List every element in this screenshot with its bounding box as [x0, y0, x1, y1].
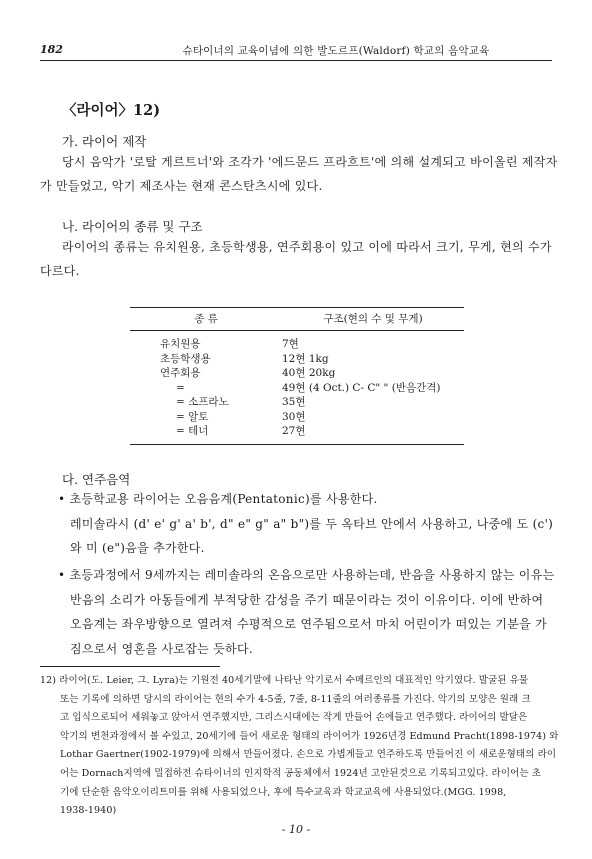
table-cell-structure: 12현 1kg — [282, 352, 329, 365]
bullet-text: 초등학교용 라이어는 오음음계(Pentatonic)를 사용한다. — [69, 492, 378, 506]
table-cell-type: = 테너 — [130, 424, 282, 444]
bullet-line: 레미솔라시 (d' e' g' a' b', d" e" g" a" b")를 두 옥타브 안에서 사용하고, 나중에 도 (c') — [70, 516, 554, 531]
table-cell-type: 유치원용 — [160, 338, 201, 350]
bullet-text: 초등과정에서 9세까지는 레미솔라의 온음으로만 사용하는데, 반음을 사용하지 않는 이유는 — [69, 568, 555, 582]
bullet-line: 와 미 (e")음을 추가한다. — [70, 541, 205, 555]
paragraph-line: 다르다. — [40, 264, 80, 278]
subsection-heading-b: 나. 라이어의 종류 및 구조 — [62, 219, 203, 234]
paragraph-a — [40, 150, 560, 198]
section-title: 〈라이어〉12) — [62, 102, 161, 119]
table-row — [130, 352, 464, 367]
bullet-line: 오음계는 좌우방향으로 열려져 수평적으로 연주됨으로서 마치 어린이가 떠있는 기분을 가 — [70, 617, 548, 631]
bullet-line: 반음의 소리가 아동들에게 부적당한 감성을 주기 때문이라는 것이 이유이다. 이에 반하여 — [70, 592, 544, 607]
table-cell-type: 초등학생용 — [160, 352, 211, 365]
bullet-marker: • — [58, 568, 66, 582]
table-cell-structure: 40현 20kg — [282, 367, 336, 379]
footnote-line: 어는 Dornach지역에 밀접하전 슈타이너의 인지학적 공동체에서 1924년 고안된것으로 기록되고있다. 라이어는 초 — [60, 767, 542, 779]
lyre-types-table — [130, 307, 464, 445]
subsection-heading-a: 가. 라이어 제작 — [62, 134, 147, 149]
bullet-item-2 — [58, 563, 568, 661]
table-row — [130, 381, 464, 396]
header-rule — [40, 60, 552, 61]
running-header — [40, 40, 552, 62]
running-title: 슈타이너의 교육이념에 의한 발도르프(Waldorf) 학교의 음악교육 — [182, 45, 490, 57]
bullet-marker: • — [58, 492, 66, 506]
bullet-line: 짐으로서 영혼을 사로잡는 듯하다. — [70, 641, 253, 656]
paragraph-line: 당시 음악가 '로탈 게르트너'와 조각가 '에드문드 프라흐트'에 의해 설계되고 바이올린 제작자 — [62, 155, 558, 169]
paragraph-line: 라이어의 종류는 유치원용, 초등학생용, 연주회용이 있고 이에 따라서 크기, 무게, 현의 수가 — [62, 240, 552, 254]
table-cell-structure: 30현 — [282, 410, 306, 423]
table-row — [130, 366, 464, 381]
table-cell-type: = 알토 — [176, 410, 209, 423]
subsection-heading-c: 다. 연주음역 — [62, 472, 131, 487]
footnote-line: 고 입식으로되어 세워놓고 앉아서 연주했지만, 그리스시대에는 작게 만들어 손에들고 연주했다. 라이어의 발달은 — [60, 712, 528, 724]
table-row — [130, 331, 464, 352]
column-header-structure: 구조(현의 수 및 무게) — [282, 308, 464, 331]
bullet-line — [58, 563, 568, 588]
paragraph-b — [40, 235, 560, 283]
table-header-row — [130, 308, 464, 331]
paragraph-line: 가 만들었고, 악기 제조사는 현재 콘스탄츠시에 있다. — [40, 179, 323, 193]
table-row — [130, 410, 464, 425]
bullet-line — [58, 487, 568, 512]
bullet-item-1 — [58, 487, 568, 561]
table-cell-type: = 소프라노 — [176, 396, 229, 408]
footnote-line: 12) 라이어(도. Leier, 그. Lyra)는 기원전 40세기말에 나타난 악기로서 수메르인의 대표적인 악기였다. 발굴된 유물 — [40, 675, 529, 686]
column-header-type: 종 류 — [130, 308, 282, 331]
table-cell-structure: 27현 — [282, 424, 464, 444]
footnote-line: Lothar Gaertner(1902-1979)에 의해서 만들어졌다. 손으로 가볍게들고 연주하도록 만들어진 이 새로운형태의 라이 — [60, 749, 557, 761]
table-cell-structure: 35현 — [282, 396, 306, 408]
table-row — [130, 395, 464, 410]
table-cell-structure: 49현 (4 Oct.) C- C" " (반음간격) — [282, 381, 441, 394]
footnote-rule — [40, 666, 220, 667]
table-row — [130, 424, 464, 444]
page-number: 182 — [40, 43, 63, 56]
footnote-line: 또는 기록에 의하면 당시의 라이어는 현의 수가 4-5줄, 7줄, 8-11줄의 여러종류를 가진다. 악기의 모양은 원래 크 — [60, 693, 531, 705]
footnote-line: 기에 단순한 음악오이리트미를 위해 사용되었으나, 후에 특수교육과 학교교육에 사용되었다.(MGG. 1998, — [60, 786, 507, 798]
footnote — [40, 672, 560, 821]
table-cell-type: 연주회용 — [160, 367, 201, 379]
page-footer: - 10 - — [281, 823, 311, 836]
footnote-line: 악기의 변천과정에서 볼 수있고, 20세기에 들어 새로운 형태의 라이어가 1926년경 Edmund Pracht(1898-1974) 와 — [60, 730, 559, 742]
footnote-line: 1938-1940) — [60, 805, 117, 817]
table-cell-structure: 7현 — [282, 338, 299, 350]
table-cell-type: = — [176, 381, 185, 394]
